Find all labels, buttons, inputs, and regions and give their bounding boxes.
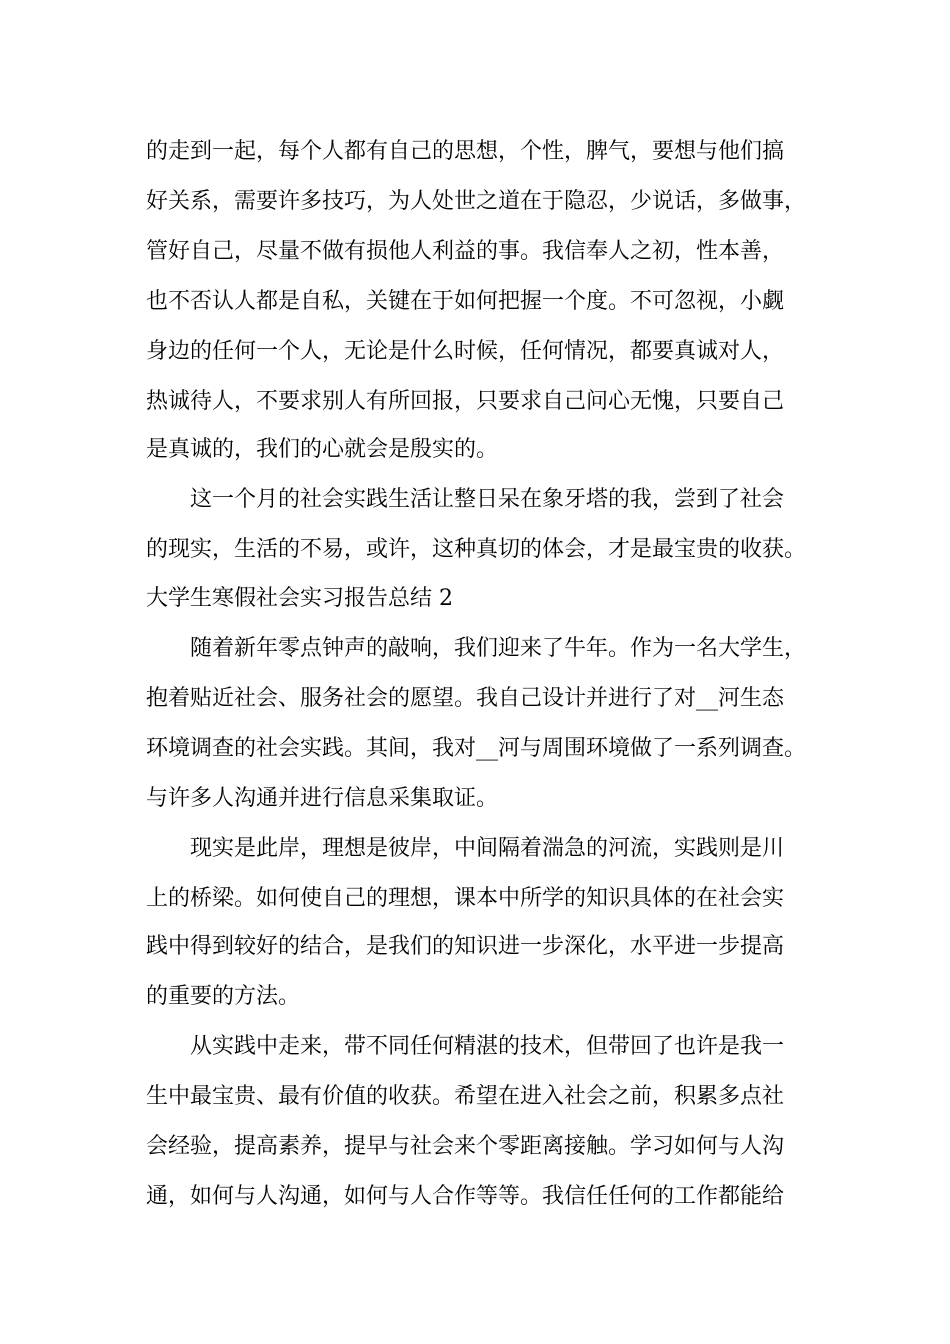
text-line: 践中得到较好的结合，是我们的知识进一步深化，水平进一步提高 [146, 934, 785, 959]
text-line: 热诚待人，不要求别人有所回报，只要求自己问心无愧，只要自己 [146, 389, 785, 414]
text-line: 的走到一起，每个人都有自己的思想，个性，脾气，要想与他们搞 [146, 139, 785, 164]
text-line: 的现实，生活的不易，或许，这种真切的体会，才是最宝贵的收获。 [146, 537, 807, 562]
text-line: 会经验，提高素养，提早与社会来个零距离接触。学习如何与人沟 [146, 1134, 785, 1159]
text-line: 抱着贴近社会、服务社会的愿望。我自己设计并进行了对__河生态 [146, 686, 785, 711]
text-line: 上的桥梁。如何使自己的理想，课本中所学的知识具体的在社会实 [146, 886, 785, 911]
text-line: 好关系，需要许多技巧，为人处世之道在于隐忍，少说话，多做事， [146, 189, 807, 214]
paragraph-start-line: 从实践中走来，带不同任何精湛的技术，但带回了也许是我一 [190, 1034, 785, 1059]
text-line: 身边的任何一个人，无论是什么时候，任何情况，都要真诚对人， [146, 339, 785, 364]
text-line: 是真诚的，我们的心就会是殷实的。 [146, 437, 499, 462]
text-line: 生中最宝贵、最有价值的收获。希望在进入社会之前，积累多点社 [146, 1084, 785, 1109]
paragraph-start-line: 随着新年零点钟声的敲响，我们迎来了牛年。作为一名大学生， [190, 636, 807, 661]
text-line: 也不否认人都是自私，关键在于如何把握一个度。不可忽视，小觑 [146, 289, 785, 314]
paragraph-start-line: 现实是此岸，理想是彼岸，中间隔着湍急的河流，实践则是川 [190, 836, 785, 861]
paragraph-start-line: 这一个月的社会实践生活让整日呆在象牙塔的我，尝到了社会 [190, 487, 785, 512]
section-heading: 大学生寒假社会实习报告总结 2 [146, 586, 453, 611]
text-line: 管好自己，尽量不做有损他人利益的事。我信奉人之初，性本善， [146, 239, 785, 264]
text-line: 环境调查的社会实践。其间，我对__河与周围环境做了一系列调查。 [146, 736, 807, 761]
text-line: 与许多人沟通并进行信息采集取证。 [146, 786, 499, 811]
text-line: 通，如何与人沟通，如何与人合作等等。我信任任何的工作都能给 [146, 1184, 785, 1209]
text-line: 的重要的方法。 [146, 984, 301, 1009]
